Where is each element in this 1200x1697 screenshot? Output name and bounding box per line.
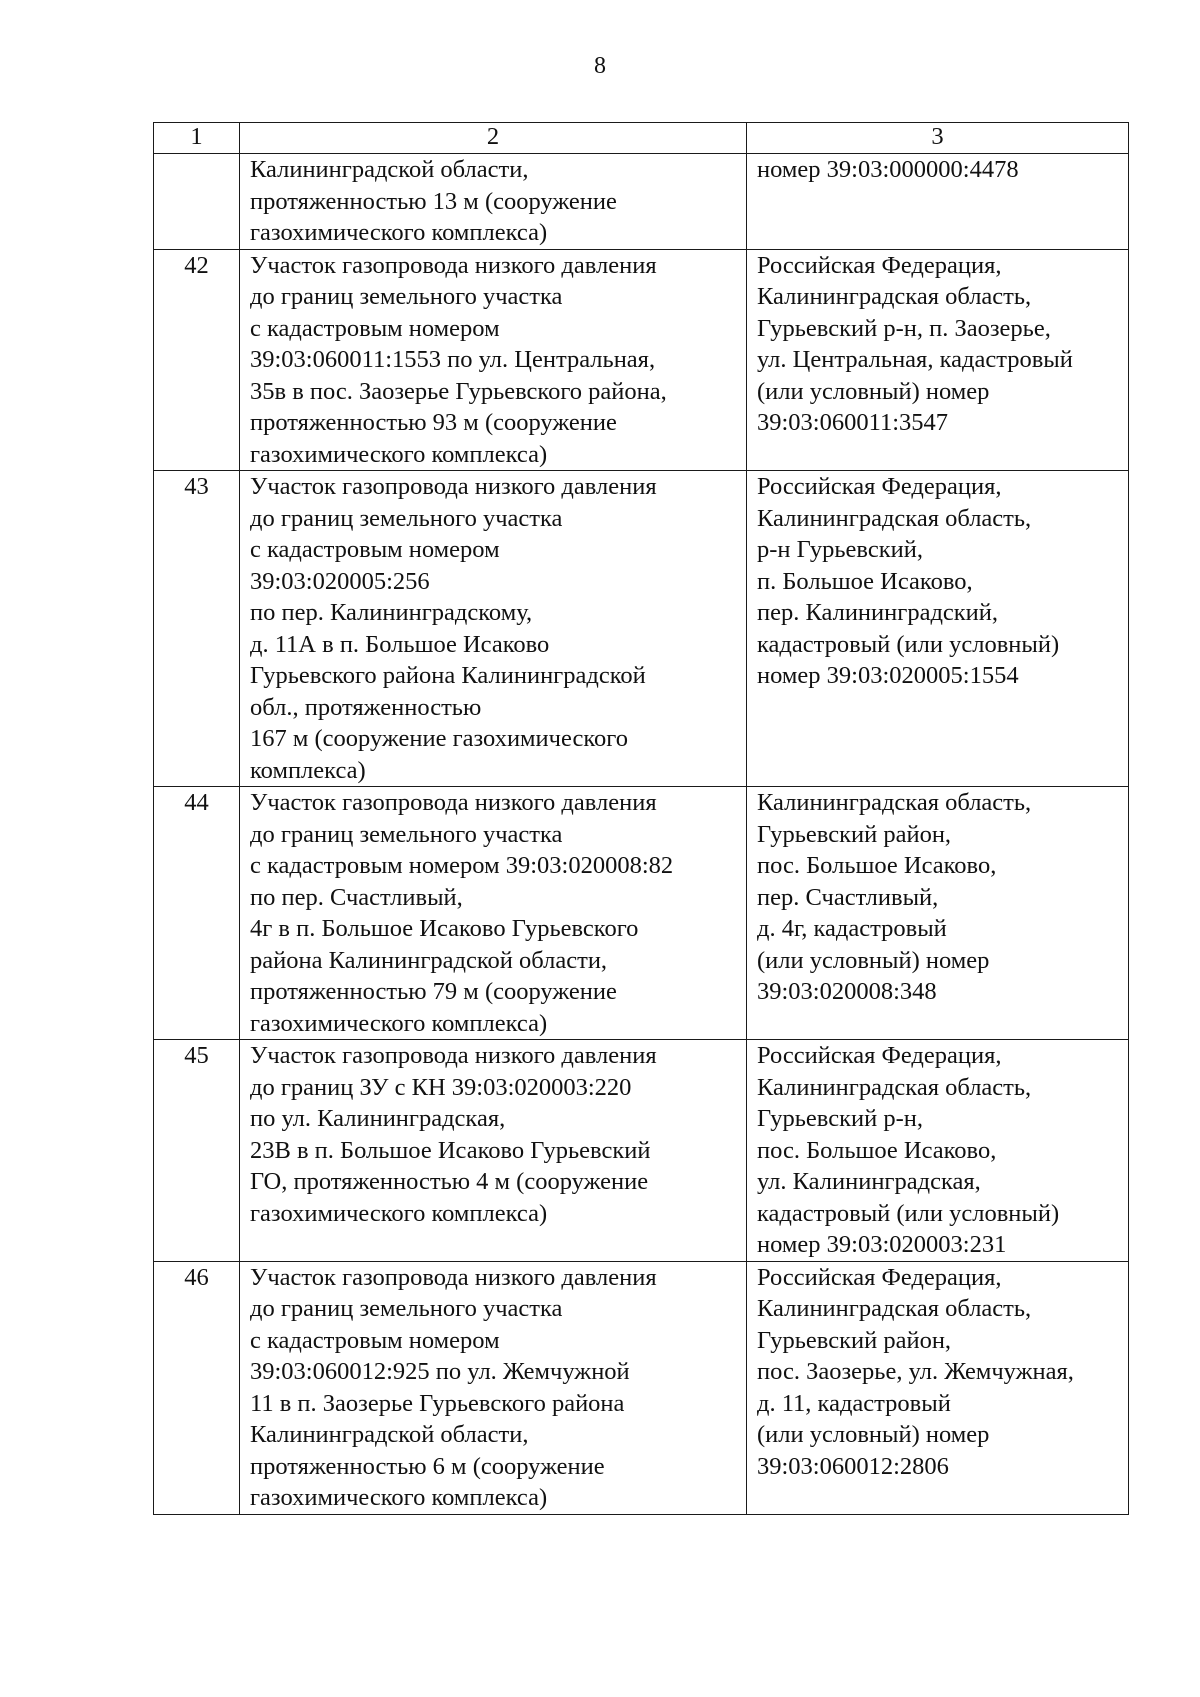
object-description-line: протяженностью 6 м (сооружение [250,1452,605,1480]
address-cadastral-line: Российская Федерация, [757,1042,1002,1069]
column-header-number: 1 [154,123,240,154]
address-cadastral-line: (или условный) номер [757,377,990,405]
registry-table-body [154,123,1129,1515]
object-description-line: района Калининградской области, [250,946,608,974]
address-cadastral-line: Гурьевский район, [757,820,952,848]
address-cadastral-line: ул. Центральная, кадастровый [757,346,1073,373]
address-cadastral-line: р-н Гурьевский, [757,536,923,563]
address-cadastral-line: Гурьевский р-н, [757,1105,923,1132]
object-description-line: газохимического комплекса) [250,1009,548,1037]
row-number-cell: 46 [154,1261,240,1514]
object-description-line: 39:03:060011:1553 по ул. Центральная, [250,346,656,373]
address-cadastral-line: Калининградская область, [757,1295,1032,1322]
address-cadastral-line: пос. Большое Исаково, [757,852,997,879]
table-row [154,1040,1129,1262]
address-cadastral-cell [747,249,1129,471]
object-description-line: Участок газопровода низкого давления [250,1042,657,1069]
object-description-line: Калининградской области, [250,156,529,183]
object-description-line: Участок газопровода низкого давления [250,473,657,500]
address-cadastral-line: пер. Счастливый, [757,883,939,911]
object-description-line: газохимического комплекса) [250,1484,548,1511]
object-description-line: протяженностью 93 м (сооружение [250,409,617,436]
object-description-line: до границ земельного участка [250,283,563,310]
object-description-line: обл., протяженностью [250,693,482,721]
row-number-cell: 44 [154,787,240,1040]
address-cadastral-line: Калининградская область, [757,789,1032,816]
object-description-line: до границ земельного участка [250,820,563,848]
address-cadastral-cell [747,471,1129,787]
row-number-cell: 43 [154,471,240,787]
table-row [154,1261,1129,1514]
object-description-line: 23В в п. Большое Исаково Гурьевский [250,1136,651,1164]
object-description-line: комплекса) [250,756,366,784]
address-cadastral-line: номер 39:03:020005:1554 [757,662,1019,689]
object-description-line: газохимического комплекса) [250,440,548,468]
address-cadastral-line: Калининградская область, [757,283,1032,310]
row-number-cell: 42 [154,249,240,471]
object-description-line: протяженностью 13 м (сооружение [250,187,617,215]
address-cadastral-line: пос. Большое Исаково, [757,1136,997,1164]
object-description-line: по пер. Калининградскому, [250,599,533,626]
table-row [154,787,1129,1040]
object-description-line: 35в в пос. Заозерье Гурьевского района, [250,377,667,405]
object-description-cell [240,787,747,1040]
object-description-line: с кадастровым номером [250,536,500,563]
object-description-line: ГО, протяженностью 4 м (сооружение [250,1168,649,1195]
page-number: 8 [594,53,606,79]
address-cadastral-line: номер 39:03:000000:4478 [757,156,1019,183]
address-cadastral-cell [747,787,1129,1040]
object-description-line: 11 в п. Заозерье Гурьевского района [250,1389,625,1417]
object-description-line: д. 11А в п. Большое Исаково [250,630,550,658]
address-cadastral-line: Калининградская область, [757,1073,1032,1101]
object-description-line: Участок газопровода низкого давления [250,1263,657,1291]
object-description-line: протяженностью 79 м (сооружение [250,978,617,1005]
object-description-cell [240,154,747,250]
address-cadastral-line: пос. Заозерье, ул. Жемчужная, [757,1358,1074,1385]
address-cadastral-line: Российская Федерация, [757,473,1002,500]
address-cadastral-line: Гурьевский район, [757,1326,952,1354]
object-description-line: Участок газопровода низкого давления [250,251,657,279]
address-cadastral-line: ул. Калининградская, [757,1168,981,1195]
object-description-line: с кадастровым номером 39:03:020008:82 [250,852,674,879]
table-row [154,471,1129,787]
address-cadastral-line: д. 4г, кадастровый [757,915,947,942]
object-description-line: Гурьевского района Калининградской [250,662,646,689]
column-header-address: 3 [747,123,1129,154]
address-cadastral-line: Калининградская область, [757,504,1032,532]
address-cadastral-line: (или условный) номер [757,1421,990,1448]
address-cadastral-line: Гурьевский р-н, п. Заозерье, [757,314,1051,342]
address-cadastral-cell [747,1040,1129,1262]
object-description-line: 39:03:060012:925 по ул. Жемчужной [250,1358,630,1385]
address-cadastral-line: пер. Калининградский, [757,599,999,626]
address-cadastral-line: (или условный) номер [757,946,990,974]
table-row [154,154,1129,250]
table-header-row [154,123,1129,154]
object-description-line: 39:03:020005:256 [250,567,430,595]
object-description-line: Участок газопровода низкого давления [250,789,657,816]
address-cadastral-line: Российская Федерация, [757,1263,1002,1291]
column-header-object: 2 [240,123,747,154]
object-description-line: газохимического комплекса) [250,219,548,246]
object-description-line: с кадастровым номером [250,314,500,342]
object-description-line: 4г в п. Большое Исаково Гурьевского [250,915,639,942]
object-description-cell [240,249,747,471]
row-number-cell: 45 [154,1040,240,1262]
object-description-line: Калининградской области, [250,1421,529,1448]
address-cadastral-line: п. Большое Исаково, [757,567,973,595]
registry-table [153,122,1129,1515]
address-cadastral-line: 39:03:020008:348 [757,978,937,1005]
address-cadastral-line: кадастровый (или условный) [757,630,1060,658]
address-cadastral-line: Российская Федерация, [757,251,1002,279]
address-cadastral-line: номер 39:03:020003:231 [757,1231,1007,1258]
address-cadastral-cell [747,1261,1129,1514]
object-description-cell [240,471,747,787]
table-row [154,249,1129,471]
address-cadastral-line: 39:03:060012:2806 [757,1452,949,1480]
object-description-line: до границ ЗУ с КН 39:03:020003:220 [250,1073,632,1101]
address-cadastral-cell [747,154,1129,250]
object-description-line: газохимического комплекса) [250,1199,548,1227]
address-cadastral-line: кадастровый (или условный) [757,1199,1060,1227]
object-description-line: по пер. Счастливый, [250,883,463,911]
object-description-line: до границ земельного участка [250,504,563,532]
address-cadastral-line: 39:03:060011:3547 [757,409,949,436]
object-description-cell [240,1261,747,1514]
row-number-cell [154,154,240,250]
object-description-line: по ул. Калининградская, [250,1105,506,1132]
object-description-line: с кадастровым номером [250,1326,500,1354]
object-description-cell [240,1040,747,1262]
object-description-line: до границ земельного участка [250,1295,563,1322]
object-description-line: 167 м (сооружение газохимического [250,725,628,752]
address-cadastral-line: д. 11, кадастровый [757,1389,951,1417]
